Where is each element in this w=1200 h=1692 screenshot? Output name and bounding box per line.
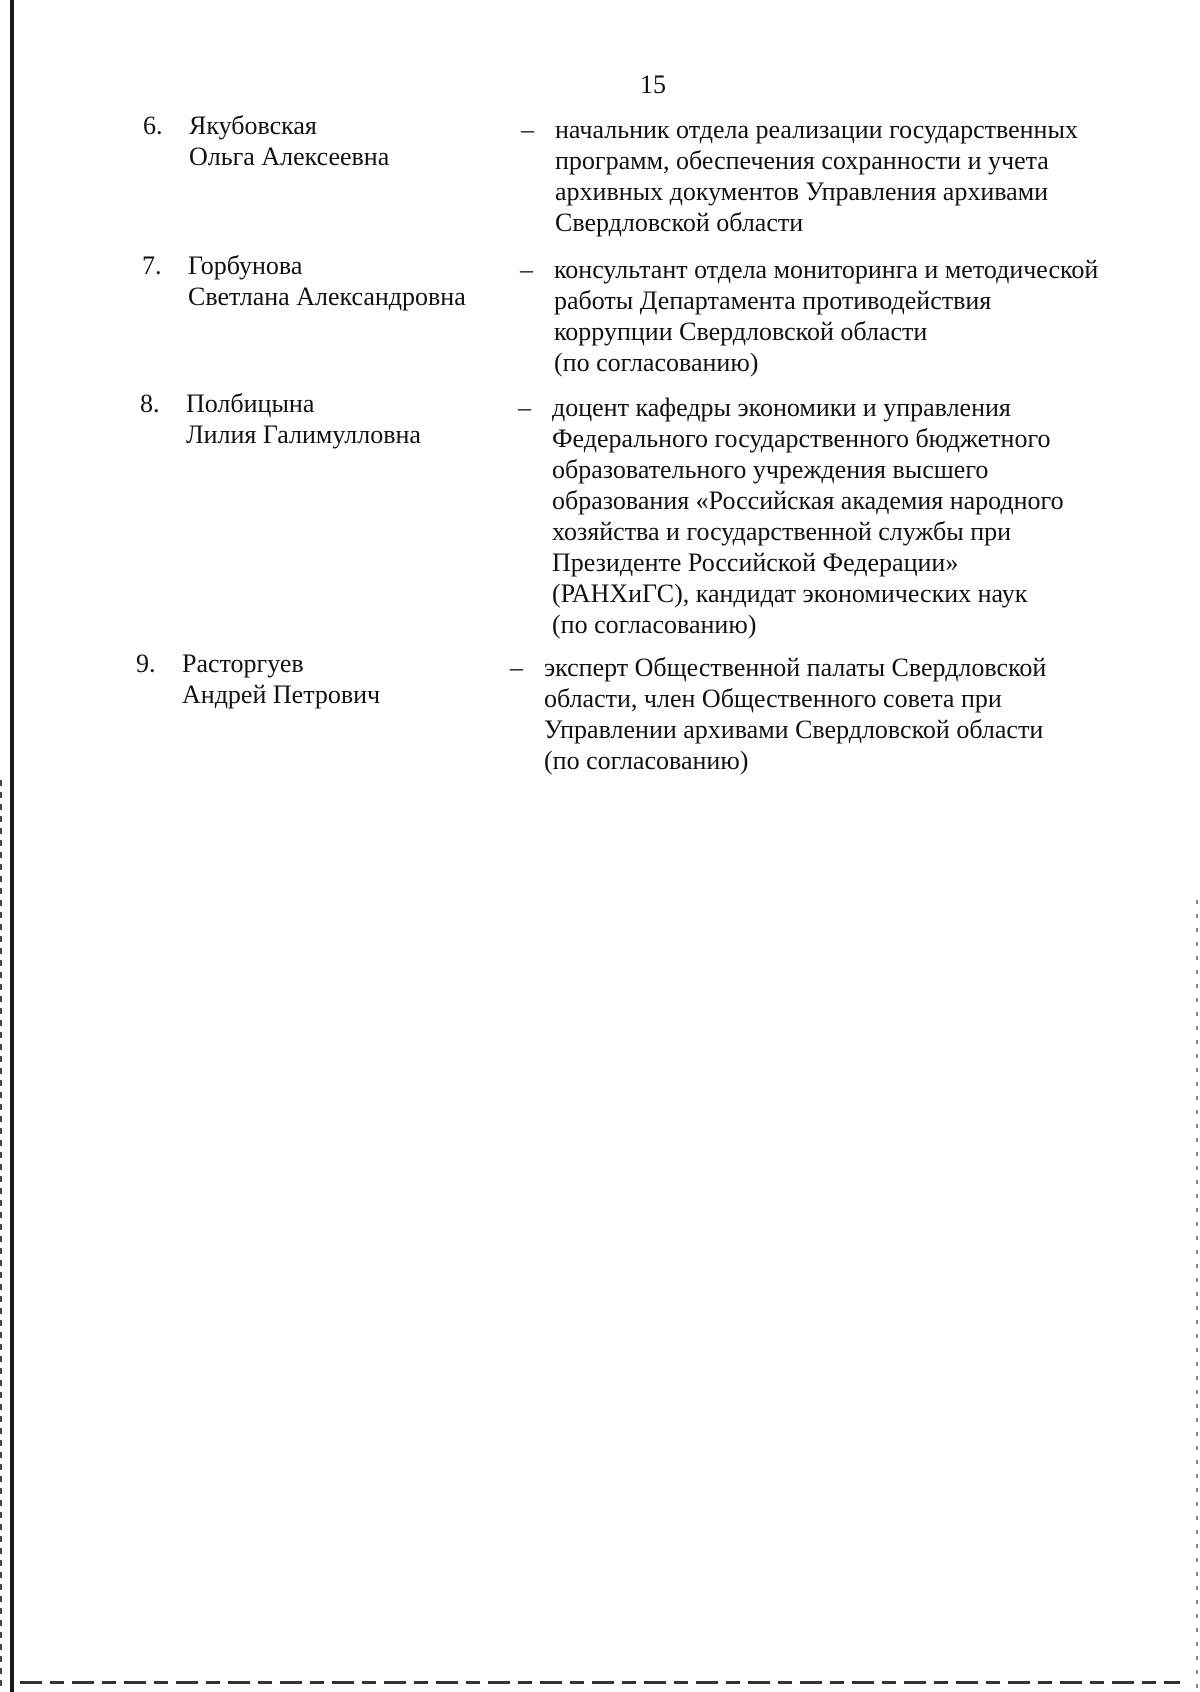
description-line: (по согласованию) [544, 746, 749, 775]
scan-edge-right [1196, 900, 1198, 1692]
position-description [555, 114, 1165, 238]
surname: Якубовская [189, 111, 317, 140]
description-line: коррупции Свердловской области [554, 317, 928, 346]
person-name [186, 388, 496, 450]
item-number: 9. [136, 649, 156, 678]
given-names: Андрей Петрович [182, 680, 381, 709]
description-line: доцент кафедры экономики и управления [552, 393, 1011, 422]
scan-edge-left [10, 0, 14, 1692]
surname: Горбунова [188, 251, 303, 280]
scan-edge-left-dotted [0, 780, 2, 1692]
description-line: хозяйства и государственной службы при [552, 517, 1012, 546]
page-number: 15 [640, 70, 666, 99]
dash-separator: – [510, 653, 523, 682]
description-line: Управлении архивами Свердловской области [544, 715, 1044, 744]
item-number: 6. [143, 111, 163, 140]
surname: Полбицына [186, 389, 315, 418]
description-line: консультант отдела мониторинга и методической [554, 255, 1099, 284]
description-line: архивных документов Управления архивами [555, 177, 1049, 206]
position-description [552, 392, 1162, 640]
person-name [188, 250, 498, 312]
item-number: 7. [142, 251, 162, 280]
description-line: работы Департамента противодействия [554, 286, 992, 315]
description-line: (РАНХиГС), кандидат экономических наук [552, 579, 1028, 608]
item-number: 8. [140, 389, 160, 418]
description-line: области, член Общественного совета при [544, 684, 1002, 713]
description-line: образования «Российская академия народного [552, 486, 1064, 515]
position-description [544, 652, 1154, 776]
description-line: программ, обеспечения сохранности и учета [555, 146, 1049, 175]
description-line: эксперт Общественной палаты Свердловской [544, 653, 1047, 682]
description-line: (по согласованию) [552, 610, 757, 639]
scan-edge-bottom [20, 1681, 1180, 1684]
given-names: Ольга Алексеевна [189, 142, 390, 171]
dash-separator: – [520, 255, 533, 284]
description-line: начальник отдела реализации государственных [555, 115, 1078, 144]
given-names: Лилия Галимулловна [186, 420, 421, 449]
dash-separator: – [518, 393, 531, 422]
description-line: (по согласованию) [554, 348, 759, 377]
description-line: Федерального государственного бюджетного [552, 424, 1051, 453]
description-line: Президенте Российской Федерации» [552, 548, 959, 577]
description-line: Свердловской области [555, 208, 804, 237]
person-name [182, 648, 492, 710]
description-line: образовательного учреждения высшего [552, 455, 989, 484]
surname: Расторгуев [182, 649, 304, 678]
person-name [189, 110, 499, 172]
given-names: Светлана Александровна [188, 282, 466, 311]
dash-separator: – [521, 115, 534, 144]
position-description [554, 254, 1164, 378]
